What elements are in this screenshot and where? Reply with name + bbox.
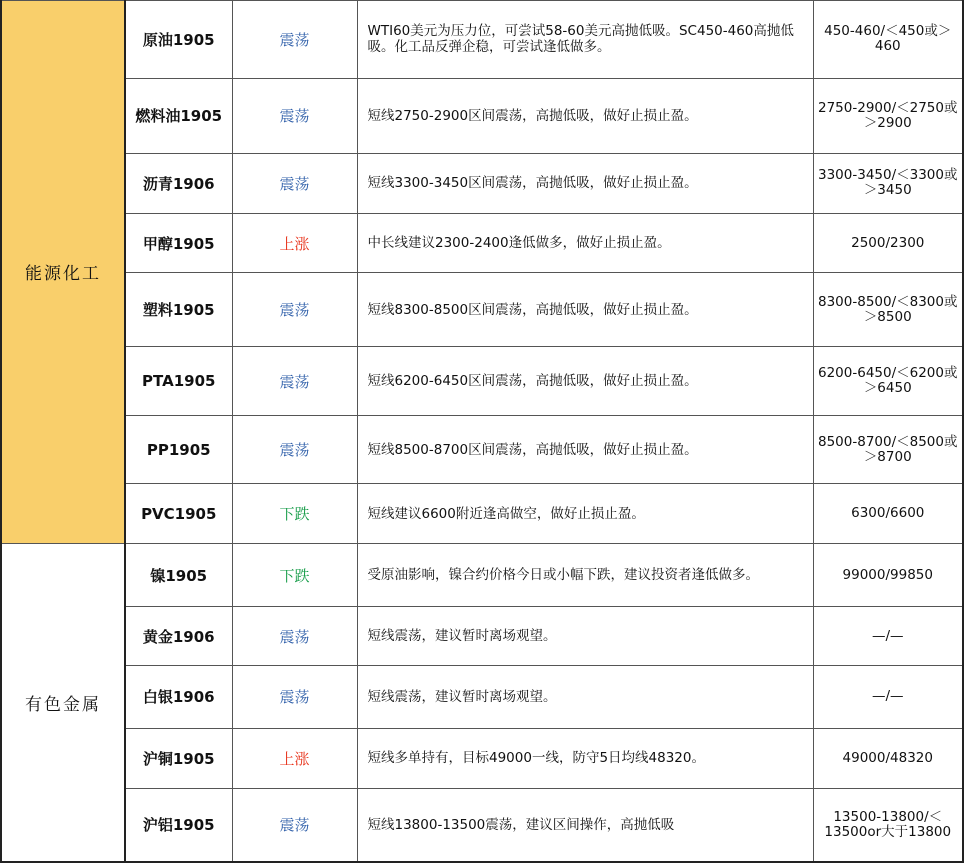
table-row bbox=[1, 729, 963, 788]
trend-label: 震荡 bbox=[232, 788, 357, 862]
advice-text: WTI60美元为压力位，可尝试58-60美元高抛低吸。SC450-460高抛低吸。化工品反弹企稳，可尝试逢低做多。 bbox=[357, 1, 813, 79]
price-levels: 8500-8700/＜8500或＞8700 bbox=[813, 415, 963, 484]
trend-label: 上涨 bbox=[232, 214, 357, 273]
table-row bbox=[1, 665, 963, 729]
price-levels: 6300/6600 bbox=[813, 484, 963, 543]
advice-text: 短线2750-2900区间震荡，高抛低吸，做好止损止盈。 bbox=[357, 78, 813, 153]
price-levels: —/— bbox=[813, 665, 963, 729]
trend-label: 震荡 bbox=[232, 347, 357, 416]
table-row bbox=[1, 273, 963, 347]
table-row bbox=[1, 543, 963, 607]
trend-label: 震荡 bbox=[232, 415, 357, 484]
table-row bbox=[1, 1, 963, 79]
advice-text: 短线震荡，建议暂时离场观望。 bbox=[357, 665, 813, 729]
table-row bbox=[1, 78, 963, 153]
trend-label: 上涨 bbox=[232, 729, 357, 788]
advice-text: 短线3300-3450区间震荡，高抛低吸，做好止损止盈。 bbox=[357, 153, 813, 213]
contract-name: 原油1905 bbox=[125, 1, 232, 79]
contract-name: 甲醇1905 bbox=[125, 214, 232, 273]
category-energy-cell bbox=[1, 1, 125, 544]
category-label: 有色金属 bbox=[25, 694, 101, 715]
trend-label: 下跌 bbox=[232, 543, 357, 607]
trend-label: 震荡 bbox=[232, 273, 357, 347]
contract-name: 镍1905 bbox=[125, 543, 232, 607]
table-row bbox=[1, 484, 963, 543]
contract-name: 沪铜1905 bbox=[125, 729, 232, 788]
price-levels: 49000/48320 bbox=[813, 729, 963, 788]
price-levels: 13500-13800/＜13500or大于13800 bbox=[813, 788, 963, 862]
advice-text: 短线多单持有，目标49000一线，防守5日均线48320。 bbox=[357, 729, 813, 788]
advice-text: 短线震荡，建议暂时离场观望。 bbox=[357, 607, 813, 665]
contract-name: PVC1905 bbox=[125, 484, 232, 543]
price-levels: 6200-6450/＜6200或＞6450 bbox=[813, 347, 963, 416]
contract-name: 燃料油1905 bbox=[125, 78, 232, 153]
price-levels: 2500/2300 bbox=[813, 214, 963, 273]
advice-text: 短线13800-13500震荡，建议区间操作，高抛低吸 bbox=[357, 788, 813, 862]
trend-label: 震荡 bbox=[232, 153, 357, 213]
price-levels: —/— bbox=[813, 607, 963, 665]
table-row bbox=[1, 415, 963, 484]
advice-text: 受原油影响，镍合约价格今日或小幅下跌，建议投资者逢低做多。 bbox=[357, 543, 813, 607]
trend-label: 震荡 bbox=[232, 607, 357, 665]
trend-label: 震荡 bbox=[232, 665, 357, 729]
price-levels: 99000/99850 bbox=[813, 543, 963, 607]
price-levels: 450-460/＜450或＞460 bbox=[813, 1, 963, 79]
price-levels: 8300-8500/＜8300或＞8500 bbox=[813, 273, 963, 347]
category-label: 能源化工 bbox=[25, 264, 101, 285]
category-metals-cell bbox=[1, 543, 125, 862]
contract-name: 沥青1906 bbox=[125, 153, 232, 213]
advice-text: 短线6200-6450区间震荡，高抛低吸，做好止损止盈。 bbox=[357, 347, 813, 416]
price-levels: 3300-3450/＜3300或＞3450 bbox=[813, 153, 963, 213]
advice-text: 短线8500-8700区间震荡，高抛低吸，做好止损止盈。 bbox=[357, 415, 813, 484]
table-row bbox=[1, 347, 963, 416]
contract-name: 沪铝1905 bbox=[125, 788, 232, 862]
contract-name: PTA1905 bbox=[125, 347, 232, 416]
table-row bbox=[1, 788, 963, 862]
table-row bbox=[1, 607, 963, 665]
contract-name: PP1905 bbox=[125, 415, 232, 484]
advice-text: 短线建议6600附近逢高做空，做好止损止盈。 bbox=[357, 484, 813, 543]
contract-name: 塑料1905 bbox=[125, 273, 232, 347]
table-row bbox=[1, 153, 963, 213]
table-row bbox=[1, 214, 963, 273]
price-levels: 2750-2900/＜2750或＞2900 bbox=[813, 78, 963, 153]
advice-text: 短线8300-8500区间震荡，高抛低吸，做好止损止盈。 bbox=[357, 273, 813, 347]
contract-name: 白银1906 bbox=[125, 665, 232, 729]
trend-label: 下跌 bbox=[232, 484, 357, 543]
contract-name: 黄金1906 bbox=[125, 607, 232, 665]
trend-label: 震荡 bbox=[232, 1, 357, 79]
trend-label: 震荡 bbox=[232, 78, 357, 153]
advice-text: 中长线建议2300-2400逢低做多，做好止损止盈。 bbox=[357, 214, 813, 273]
